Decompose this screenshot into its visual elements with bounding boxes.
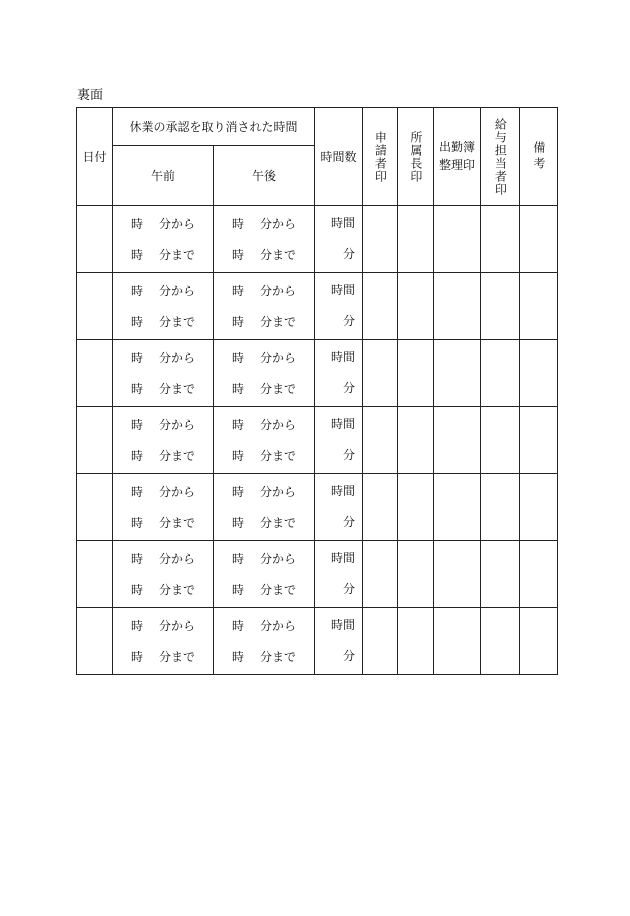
morning-until-line <box>113 641 213 672</box>
minutes-label: 分 <box>343 381 356 395</box>
hours-label: 時間 <box>331 283 356 297</box>
hour-label: 時 <box>130 418 143 432</box>
header-cancelled-time: 休業の承認を取り消された時間 <box>113 108 315 146</box>
applicant-seal-cell[interactable] <box>363 206 398 273</box>
header-remarks-text: 備考 <box>531 140 546 173</box>
applicant-seal-cell[interactable] <box>363 541 398 608</box>
afternoon-from-line <box>214 543 314 574</box>
morning-from-line <box>113 342 213 373</box>
morning-cell[interactable] <box>113 608 214 675</box>
until-label: 分まで <box>159 583 196 597</box>
minutes-label: 分 <box>343 582 356 596</box>
morning-cell[interactable] <box>113 407 214 474</box>
date-cell[interactable] <box>77 273 113 340</box>
hour-label: 時 <box>130 552 143 566</box>
payroll-seal-cell[interactable] <box>481 541 520 608</box>
morning-cell[interactable] <box>113 474 214 541</box>
hour-label: 時 <box>231 619 244 633</box>
hours-label: 時間 <box>331 484 356 498</box>
afternoon-until-line <box>214 641 314 672</box>
afternoon-until-line <box>214 306 314 337</box>
attendance-seal-cell[interactable] <box>434 608 481 675</box>
page-label: 裏面 <box>77 88 104 103</box>
supervisor-seal-cell[interactable] <box>398 474 434 541</box>
afternoon-from-line <box>214 342 314 373</box>
minutes-label: 分 <box>343 314 356 328</box>
supervisor-seal-cell[interactable] <box>398 206 434 273</box>
minutes-label: 分 <box>343 515 356 529</box>
until-label: 分まで <box>260 583 297 597</box>
until-label: 分まで <box>159 315 196 329</box>
afternoon-from-line <box>214 476 314 507</box>
date-cell[interactable] <box>77 541 113 608</box>
from-label: 分から <box>159 485 196 499</box>
hour-label: 時 <box>130 315 143 329</box>
applicant-seal-cell[interactable] <box>363 474 398 541</box>
morning-from-line <box>113 275 213 306</box>
morning-cell[interactable] <box>113 340 214 407</box>
hour-label: 時 <box>231 248 244 262</box>
header-applicant-seal <box>363 108 398 206</box>
hours-count-cell[interactable] <box>315 474 363 541</box>
hour-label: 時 <box>231 552 244 566</box>
hours-label: 時間 <box>331 216 356 230</box>
morning-from-line <box>113 610 213 641</box>
hour-label: 時 <box>130 217 143 231</box>
hour-label: 時 <box>231 485 244 499</box>
hour-label: 時 <box>130 284 143 298</box>
morning-cell[interactable] <box>113 273 214 340</box>
from-label: 分から <box>260 552 297 566</box>
hour-label: 時 <box>231 516 244 530</box>
hour-label: 時 <box>231 418 244 432</box>
hour-label: 時 <box>231 583 244 597</box>
header-hours-count: 時間数 <box>315 108 363 206</box>
attendance-seal-cell[interactable] <box>434 273 481 340</box>
attendance-seal-cell[interactable] <box>434 407 481 474</box>
morning-from-line <box>113 409 213 440</box>
from-label: 分から <box>260 217 297 231</box>
until-label: 分まで <box>159 516 196 530</box>
date-cell[interactable] <box>77 206 113 273</box>
hours-count-cell[interactable] <box>315 273 363 340</box>
payroll-seal-cell[interactable] <box>481 340 520 407</box>
table-row <box>77 608 558 675</box>
applicant-seal-cell[interactable] <box>363 608 398 675</box>
table-row <box>77 474 558 541</box>
attendance-seal-cell[interactable] <box>434 474 481 541</box>
afternoon-cell[interactable] <box>214 541 315 608</box>
afternoon-until-line <box>214 239 314 270</box>
minutes-label: 分 <box>343 247 356 261</box>
from-label: 分から <box>260 619 297 633</box>
from-label: 分から <box>159 217 196 231</box>
afternoon-cell[interactable] <box>214 340 315 407</box>
hour-label: 時 <box>231 284 244 298</box>
hours-label: 時間 <box>331 417 356 431</box>
date-cell[interactable] <box>77 608 113 675</box>
morning-from-line <box>113 476 213 507</box>
table-row <box>77 206 558 273</box>
afternoon-from-line <box>214 409 314 440</box>
leave-cancellation-table <box>76 107 558 675</box>
from-label: 分から <box>159 351 196 365</box>
header-remarks <box>520 108 558 206</box>
remarks-cell[interactable] <box>520 340 558 407</box>
header-attendance-seal-line1: 出勤簿 <box>439 140 476 155</box>
payroll-seal-cell[interactable] <box>481 206 520 273</box>
header-date: 日付 <box>77 108 113 206</box>
morning-until-line <box>113 440 213 471</box>
hour-label: 時 <box>231 351 244 365</box>
until-label: 分まで <box>159 382 196 396</box>
morning-cell[interactable] <box>113 206 214 273</box>
afternoon-from-line <box>214 208 314 239</box>
afternoon-cell[interactable] <box>214 608 315 675</box>
hour-label: 時 <box>130 516 143 530</box>
hour-label: 時 <box>130 583 143 597</box>
attendance-seal-cell[interactable] <box>434 340 481 407</box>
until-label: 分まで <box>260 315 297 329</box>
morning-until-line <box>113 306 213 337</box>
remarks-cell[interactable] <box>520 206 558 273</box>
until-label: 分まで <box>260 516 297 530</box>
afternoon-until-line <box>214 574 314 605</box>
until-label: 分まで <box>260 449 297 463</box>
supervisor-seal-cell[interactable] <box>398 407 434 474</box>
hours-label: 時間 <box>331 350 356 364</box>
hour-label: 時 <box>231 315 244 329</box>
morning-until-line <box>113 574 213 605</box>
table-row <box>77 407 558 474</box>
from-label: 分から <box>159 552 196 566</box>
table-row <box>77 541 558 608</box>
afternoon-cell[interactable] <box>214 206 315 273</box>
supervisor-seal-cell[interactable] <box>398 541 434 608</box>
afternoon-until-line <box>214 373 314 404</box>
until-label: 分まで <box>260 650 297 664</box>
morning-until-line <box>113 239 213 270</box>
payroll-seal-cell[interactable] <box>481 273 520 340</box>
from-label: 分から <box>260 351 297 365</box>
until-label: 分まで <box>159 449 196 463</box>
hour-label: 時 <box>130 248 143 262</box>
header-afternoon: 午後 <box>214 146 315 206</box>
hours-count-cell[interactable] <box>315 608 363 675</box>
supervisor-seal-cell[interactable] <box>398 608 434 675</box>
header-payroll-seal <box>481 108 520 206</box>
until-label: 分まで <box>260 248 297 262</box>
from-label: 分から <box>260 418 297 432</box>
table-row <box>77 273 558 340</box>
payroll-seal-cell[interactable] <box>481 474 520 541</box>
minutes-label: 分 <box>343 448 356 462</box>
from-label: 分から <box>159 619 196 633</box>
afternoon-until-line <box>214 440 314 471</box>
afternoon-from-line <box>214 610 314 641</box>
hours-count-cell[interactable] <box>315 340 363 407</box>
until-label: 分まで <box>159 248 196 262</box>
date-cell[interactable] <box>77 474 113 541</box>
hour-label: 時 <box>130 619 143 633</box>
header-supervisor-seal <box>398 108 434 206</box>
until-label: 分まで <box>159 650 196 664</box>
date-cell[interactable] <box>77 407 113 474</box>
remarks-cell[interactable] <box>520 407 558 474</box>
applicant-seal-cell[interactable] <box>363 407 398 474</box>
table-row <box>77 340 558 407</box>
hours-count-cell[interactable] <box>315 206 363 273</box>
header-attendance-seal-line2: 整理印 <box>439 157 476 172</box>
hour-label: 時 <box>130 449 143 463</box>
remarks-cell[interactable] <box>520 273 558 340</box>
payroll-seal-cell[interactable] <box>481 608 520 675</box>
afternoon-until-line <box>214 507 314 538</box>
applicant-seal-cell[interactable] <box>363 273 398 340</box>
afternoon-cell[interactable] <box>214 474 315 541</box>
hours-count-cell[interactable] <box>315 407 363 474</box>
applicant-seal-cell[interactable] <box>363 340 398 407</box>
hours-label: 時間 <box>331 551 356 565</box>
header-morning: 午前 <box>113 146 214 206</box>
hour-label: 時 <box>231 217 244 231</box>
header-applicant-seal-text: 申請者印 <box>373 130 388 183</box>
morning-until-line <box>113 507 213 538</box>
afternoon-cell[interactable] <box>214 273 315 340</box>
supervisor-seal-cell[interactable] <box>398 273 434 340</box>
morning-from-line <box>113 543 213 574</box>
from-label: 分から <box>260 485 297 499</box>
morning-until-line <box>113 373 213 404</box>
remarks-cell[interactable] <box>520 608 558 675</box>
date-cell[interactable] <box>77 340 113 407</box>
hour-label: 時 <box>130 382 143 396</box>
header-payroll-seal-text: 給与担当者印 <box>493 117 508 196</box>
from-label: 分から <box>159 284 196 298</box>
minutes-label: 分 <box>343 649 356 663</box>
remarks-cell[interactable] <box>520 474 558 541</box>
hour-label: 時 <box>130 650 143 664</box>
remarks-cell[interactable] <box>520 541 558 608</box>
until-label: 分まで <box>260 382 297 396</box>
hour-label: 時 <box>231 449 244 463</box>
morning-from-line <box>113 208 213 239</box>
header-attendance-seal <box>434 108 481 206</box>
supervisor-seal-cell[interactable] <box>398 340 434 407</box>
afternoon-cell[interactable] <box>214 407 315 474</box>
payroll-seal-cell[interactable] <box>481 407 520 474</box>
hour-label: 時 <box>231 382 244 396</box>
morning-cell[interactable] <box>113 541 214 608</box>
hour-label: 時 <box>130 485 143 499</box>
afternoon-from-line <box>214 275 314 306</box>
attendance-seal-cell[interactable] <box>434 541 481 608</box>
from-label: 分から <box>159 418 196 432</box>
hours-count-cell[interactable] <box>315 541 363 608</box>
header-supervisor-seal-text: 所属長印 <box>408 130 423 183</box>
attendance-seal-cell[interactable] <box>434 206 481 273</box>
from-label: 分から <box>260 284 297 298</box>
hour-label: 時 <box>130 351 143 365</box>
hour-label: 時 <box>231 650 244 664</box>
hours-label: 時間 <box>331 618 356 632</box>
